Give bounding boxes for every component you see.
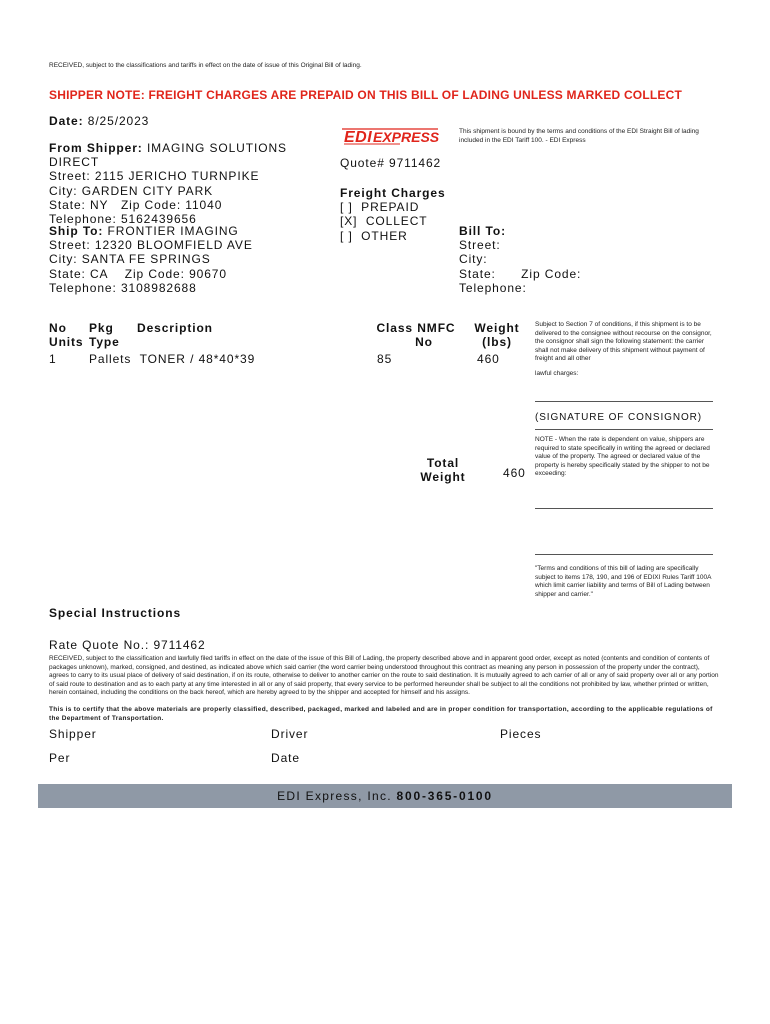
logo-express: EXPRESS — [373, 129, 440, 145]
date-label: Date: — [49, 114, 84, 128]
bill-to-telephone: Telephone: — [459, 280, 527, 295]
ship-to-line — [49, 224, 334, 238]
ship-to-telephone: Telephone: 3108982688 — [49, 280, 197, 295]
table-row-description: TONER / 48*40*39 — [139, 352, 256, 366]
received-paragraph: RECEIVED, subject to the classification and lawfully filed tariffs in effect on the date of the issue of this Bill of Lading, the property described above and in apparent good order, except as noted (contents and condition of contents of packages unknown), marked, consigned, and destined, as indicated above which said carrier (the word carrier being understood throughout this contract as meaning any person in possession of the property under the contract), agrees to carry to its usual place of delivery of said destination, if on its route, otherwise to deliver to another carrier on the route to said destination. It is mutually agreed to ach carrier of all or any of said property over all or any portion of said route to destination and as to each party at any time interested in all or any of said property, that every service to be performed hereunder shall be subject to all the conditions not prohibited by law, whether printed or written, herein contained, including the conditions on the back hereof, which are hereby agreed to by the shipper and accepted for himself and his assigns. — [49, 655, 719, 696]
pieces-label: Pieces — [500, 727, 542, 741]
header-no2: No — [415, 335, 433, 350]
divider-rule-2 — [535, 554, 713, 555]
table-row-pkg: Pallets — [89, 352, 132, 366]
header-description: Description — [137, 321, 213, 335]
header-pkg-type — [89, 321, 120, 349]
bill-to-block — [459, 224, 719, 295]
quote-number: Quote# 9711462 — [340, 156, 442, 170]
freight-charges-title: Freight Charges — [340, 186, 446, 200]
binding-note: This shipment is bound by the terms and conditions of the EDI Straight Bill of lading included in the EDI Tariff 100. - EDI Express — [459, 128, 699, 144]
bill-to-label: Bill To: — [459, 224, 506, 238]
divider-rule-1 — [535, 429, 713, 430]
from-shipper-line — [49, 141, 334, 169]
table-row-units: 1 — [49, 352, 57, 366]
footer-phone: 800-365-0100 — [396, 789, 493, 803]
header-pkg: Pkg — [89, 321, 114, 335]
from-telephone: Telephone: 5162439656 — [49, 212, 197, 227]
driver-signature-label: Driver — [271, 727, 309, 741]
ship-to-name: FRONTIER IMAGING — [107, 224, 239, 238]
ship-to-state-zip: State: CA Zip Code: 90670 — [49, 266, 227, 281]
table-row-class: 85 — [377, 352, 393, 366]
freight-option-collect: [X] COLLECT — [340, 214, 428, 229]
edi-express-logo-graphic — [340, 125, 440, 147]
terms-note: "Terms and conditions of this bill of lading are specifically subject to items 178, 190, and 196 of EDIXI Rules Tariff 100A which limit carrier liability and terms of Bill of Lading between shipper and carrier." — [535, 565, 712, 598]
ship-to-block — [49, 224, 334, 295]
declared-value-line[interactable] — [535, 508, 713, 509]
from-city: City: GARDEN CITY PARK — [49, 183, 214, 198]
special-instructions-label: Special Instructions — [49, 606, 182, 620]
shipper-note: SHIPPER NOTE: FREIGHT CHARGES ARE PREPAID ON THIS BILL OF LADING UNLESS MARKED COLLECT — [49, 88, 683, 102]
footer-bar — [38, 784, 732, 808]
section7-text: Subject to Section 7 of conditions, if this shipment is to be delivered to the consignee without recourse on the consignor, the consignor shall sign the following statement: the carrier shall not make delivery of this shipment without payment of freight and all other — [535, 321, 712, 362]
date-signature-label: Date — [271, 751, 300, 765]
freight-charges-block — [340, 186, 446, 243]
note-value-text: NOTE - When the rate is dependent on value, shippers are required to state specifically in writing the agreed or declared value of the property. The agreed or declared value of the property is hereby specifically stated by the shipper to not be exceeding: — [535, 436, 710, 477]
weight-label: Weight — [420, 470, 466, 485]
header-units: Units — [49, 335, 84, 350]
header-class: Class NMFC — [376, 321, 456, 335]
rate-quote-number: Rate Quote No.: 9711462 — [49, 638, 206, 652]
from-shipper-name: IMAGING SOLUTIONS DIRECT — [49, 141, 287, 170]
table-row-weight: 460 — [477, 352, 500, 366]
ship-to-street: Street: 12320 BLOOMFIELD AVE — [49, 238, 253, 253]
header-weight-label: Weight — [474, 321, 520, 335]
certify-statement: This is to certify that the above materials are properly classified, described, packaged, marked and labeled and are in proper condition for transportation, according to the applicable regulations of the Department of Transportation. — [49, 706, 713, 722]
per-label: Per — [49, 751, 71, 765]
date-line — [49, 114, 149, 128]
header-no: No — [49, 321, 67, 335]
table-row-pkg-desc — [89, 352, 255, 366]
freight-option-other: [ ] OTHER — [340, 228, 408, 243]
total-label: Total — [426, 456, 460, 470]
shipper-signature-label: Shipper — [49, 727, 97, 741]
from-state-zip: State: NY Zip Code: 11040 — [49, 197, 223, 212]
lawful-charges-label: lawful charges: — [535, 370, 579, 377]
total-weight-label — [418, 456, 468, 484]
logo-edi: EDI — [344, 129, 373, 146]
bill-to-street: Street: — [459, 238, 501, 253]
header-class-nmfc — [372, 321, 460, 349]
consignor-signature-line[interactable] — [535, 401, 713, 402]
header-weight — [472, 321, 522, 349]
from-shipper-label: From Shipper: — [49, 141, 143, 155]
edi-express-logo — [340, 125, 440, 147]
date-value: 8/25/2023 — [87, 114, 150, 128]
freight-option-prepaid: [ ] PREPAID — [340, 200, 420, 215]
footer-company: EDI Express, Inc. — [277, 789, 392, 803]
bill-to-state-zip: State: Zip Code: — [459, 266, 582, 281]
signature-of-consignor-label: (SIGNATURE OF CONSIGNOR) — [535, 412, 702, 423]
header-type: Type — [89, 335, 120, 350]
ship-to-city: City: SANTA FE SPRINGS — [49, 252, 211, 267]
bill-to-city: City: — [459, 252, 488, 267]
from-shipper-block — [49, 141, 334, 226]
from-street: Street: 2115 JERICHO TURNPIKE — [49, 169, 260, 184]
header-weight-unit: (lbs) — [482, 335, 512, 350]
ship-to-label: Ship To: — [49, 224, 104, 238]
received-header-line: RECEIVED, subject to the classifications and tariffs in effect on the date of issue of this Original Bill of lading. — [49, 62, 362, 69]
total-weight-value: 460 — [503, 466, 526, 480]
header-no-units — [49, 321, 84, 349]
